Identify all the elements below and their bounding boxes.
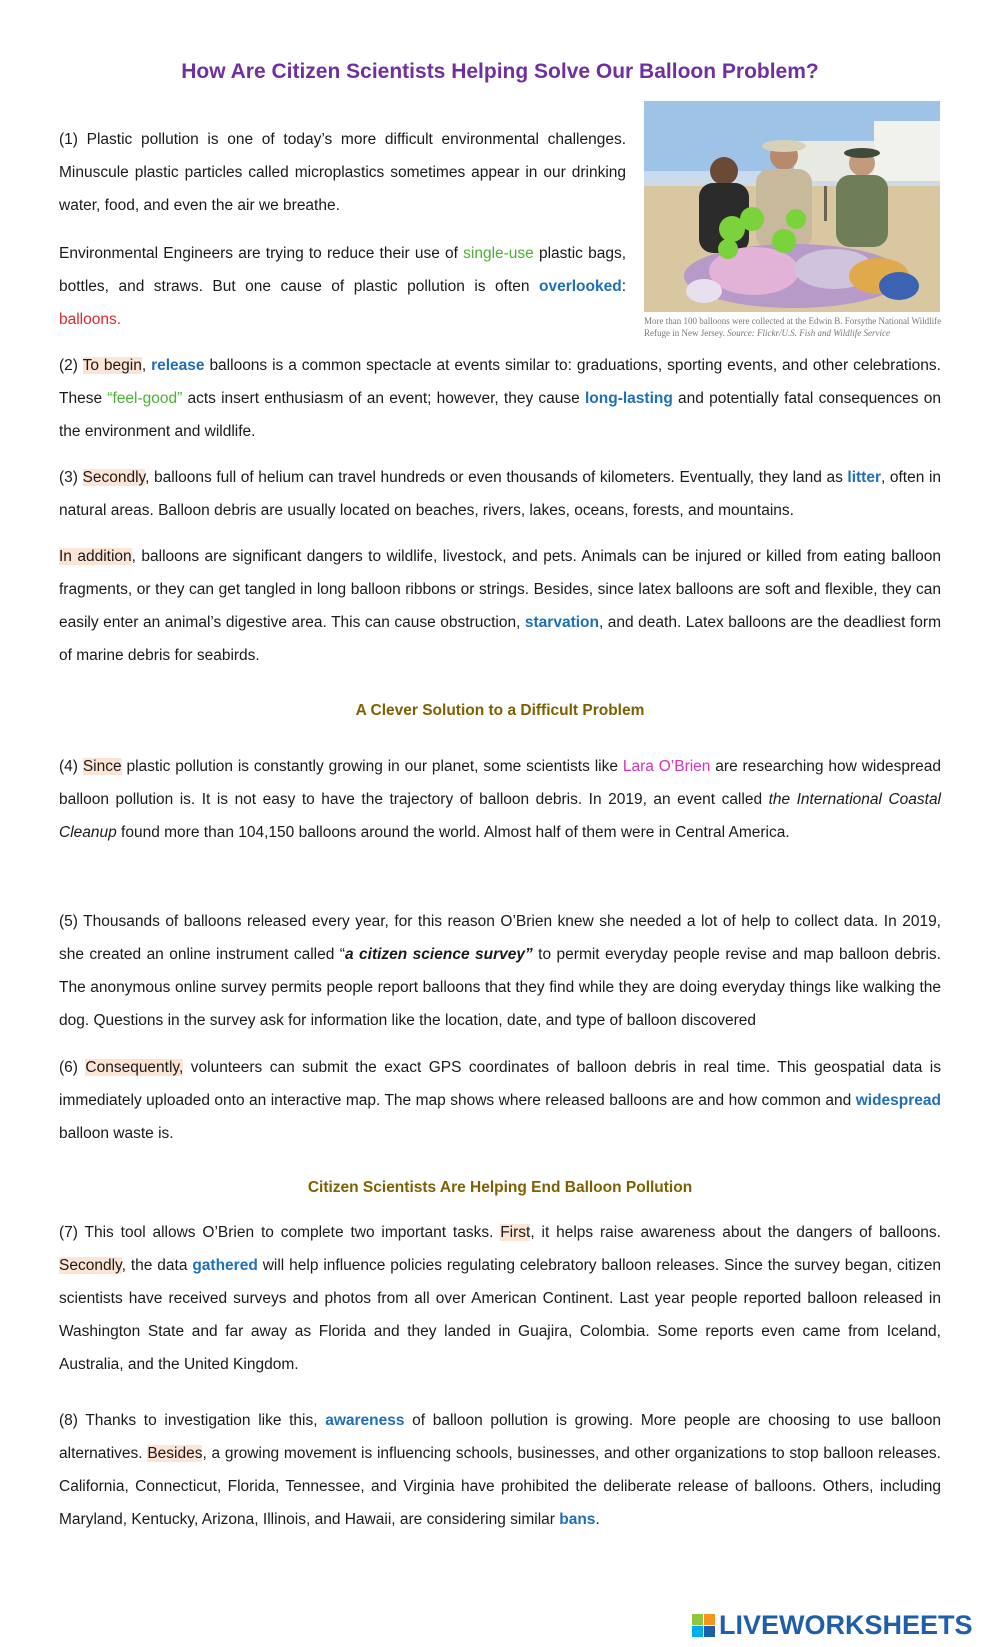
connector-besides: Besides (147, 1445, 203, 1462)
paragraph-3 (59, 461, 941, 527)
connector-to-begin: To begin (82, 357, 142, 374)
text-run: (3) (59, 469, 83, 486)
photo-caption-source: Source: Flickr/U.S. Fish and Wildlife Service (727, 328, 891, 338)
text-run: plastic pollution is constantly growing in our planet, some scientists like (121, 758, 623, 775)
connector-secondly: Secondly (82, 469, 146, 486)
liveworksheets-logo-icon (692, 1614, 715, 1637)
section-heading-2: Citizen Scientists Are Helping End Balloon Pollution (307, 1179, 693, 1196)
text-run: will help influence policies regulating celebratory balloon releases. Since the survey began, citizen scientists have received surveys and photos from all over American Continent. Last year people reported balloon released in Washington State and far away as Florida and they landed in Guajira, Colombia. Some reports even came from Iceland, Australia, and the United Kingdom. (59, 1257, 941, 1373)
text-run: (8) Thanks to investigation like this, (59, 1412, 326, 1429)
event-name: the International Coastal Cleanup (59, 791, 942, 841)
keyword-overlooked: overlooked (538, 278, 622, 295)
keyword-feel-good: “feel-good” (107, 390, 183, 407)
text-run: (5) Thousands of balloons released every year, for this reason O’Brien knew she needed a lot of help to collect data. In 2019, she created an online instrument called “ (59, 913, 941, 963)
text-run: plastic bags, bottles, and straws. But one cause of plastic pollution is often (59, 245, 626, 295)
keyword-awareness: awareness (325, 1412, 405, 1429)
keyword-litter: litter (847, 469, 881, 486)
name-lara-obrien: Lara O’Brien (622, 758, 711, 775)
keyword-balloons: balloons. (59, 311, 122, 328)
keyword-single-use: single-use (463, 245, 534, 262)
paragraph-1b (59, 237, 626, 336)
paragraph-8 (59, 1404, 941, 1536)
keyword-starvation: starvation (524, 614, 599, 631)
text-run: , a growing movement is influencing schools, businesses, and other organizations to stop balloon releases. California, Connecticut, Florida, Tennessee, and Virginia have prohibited the deliberate release of balloons. Others, including Maryland, Kentucky, Arizona, Illinois, and Hawaii, are considering similar (59, 1445, 941, 1528)
paragraph-3b (59, 540, 941, 672)
photo-caption-main: More than 100 balloons were collected at the Edwin B. Forsythe National Wildlife Refuge in New Jersey. (644, 316, 942, 338)
text-run: balloon waste is. (59, 1125, 174, 1142)
keyword-release: release (151, 357, 205, 374)
text-run: (7) This tool allows O’Brien to complete two important tasks. (59, 1224, 501, 1241)
text-run: are researching how widespread balloon pollution is. It is not easy to have the trajectory of balloon debris. In 2019, an event called (59, 758, 941, 808)
section-heading-1: A Clever Solution to a Difficult Problem (355, 702, 645, 719)
paragraph-2 (59, 349, 941, 448)
page-title: How Are Citizen Scientists Helping Solve Our Balloon Problem? (181, 60, 819, 83)
paragraph-5 (59, 905, 941, 1037)
paragraph-6 (59, 1051, 941, 1150)
text-run: (4) (59, 758, 83, 775)
text-run: to permit everyday people revise and map balloon debris. The anonymous online survey permits people report balloons that they find while they are doing everyday things like walking the dog. Questions in the survey ask for information like the location, date, and type of balloon discovered (59, 946, 941, 1029)
text-run: , the data (121, 1257, 193, 1274)
text-run: , often in natural areas. Balloon debris are usually located on beaches, rivers, lakes, oceans, forests, and mountains. (59, 469, 942, 519)
photo-illustration (644, 101, 940, 312)
keyword-long-lasting: long-lasting (584, 390, 673, 407)
text-run: Environmental Engineers are trying to reduce their use of (59, 245, 464, 262)
text-run: , (141, 357, 152, 374)
text-run: , balloons full of helium can travel hundreds or even thousands of kilometers. Eventually, they land as (145, 469, 848, 486)
connector-since: Since (82, 758, 122, 775)
paragraph-1: (1) Plastic pollution is one of today’s more difficult environmental challenges. Minuscule plastic particles called microplastics sometimes appear in our drinking water, food, and even the air we breathe. (59, 131, 626, 214)
text-run: acts insert enthusiasm of an event; however, they cause (182, 390, 585, 407)
connector-in-addition: In addition (59, 548, 132, 565)
text-run: , it helps raise awareness about the dangers of balloons. (530, 1224, 941, 1241)
text-run: , and death. Latex balloons are the deadliest form of marine debris for seabirds. (59, 614, 941, 664)
photo-caption (644, 315, 944, 339)
keyword-widespread: widespread (855, 1092, 941, 1109)
text-run: and potentially fatal consequences on the environment and wildlife. (59, 390, 941, 440)
text-run: (6) (59, 1059, 86, 1076)
logo-text: LIVEWORKSHEETS (719, 1609, 973, 1640)
liveworksheets-logo (692, 1608, 973, 1642)
paragraph-4 (59, 750, 941, 849)
text-run: (2) (59, 357, 83, 374)
connector-consequently: Consequently, (85, 1059, 184, 1076)
text-run: balloons is a common spectacle at events similar to: graduations, sporting events, and other celebrations. These (59, 357, 941, 407)
paragraph-7 (59, 1216, 941, 1381)
connector-first: First (500, 1224, 531, 1241)
balloon-cleanup-photo (644, 101, 940, 312)
keyword-gathered: gathered (192, 1257, 258, 1274)
text-run: : (621, 278, 626, 295)
connector-secondly-2: Secondly (59, 1257, 122, 1274)
text-run: volunteers can submit the exact GPS coordinates of balloon debris in real time. This geospatial data is immediately uploaded onto an interactive map. The map shows where released balloons are and how common and (59, 1059, 941, 1109)
text-run: . (595, 1511, 600, 1528)
text-run: found more than 104,150 balloons around the world. Almost half of them were in Central America. (116, 824, 790, 841)
survey-name: a citizen science survey” (344, 946, 533, 963)
text-run: of balloon pollution is growing. More people are choosing to use balloon alternatives. (59, 1412, 941, 1462)
text-run: , balloons are significant dangers to wildlife, livestock, and pets. Animals can be injured or killed from eating balloon fragments, or they can get tangled in long balloon ribbons or strings. Besides, since latex balloons are soft and flexible, they can easily enter an animal’s digestive area. This can cause obstruction, (59, 548, 942, 631)
keyword-bans: bans (559, 1511, 596, 1528)
